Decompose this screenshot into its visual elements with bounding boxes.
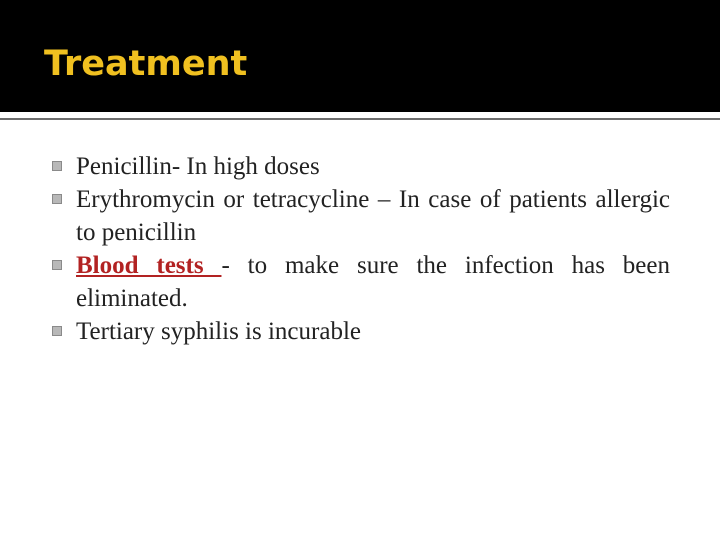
square-bullet-icon [52,260,62,270]
square-bullet-icon [52,326,62,336]
square-bullet-icon [52,161,62,171]
bullet-item [0,315,720,348]
blood-tests-link[interactable]: Blood tests [76,252,222,279]
bullet-text: Penicillin- In high doses [76,153,320,180]
square-bullet-icon [52,194,62,204]
bullet-item [0,249,720,315]
title-divider [0,118,720,120]
bullet-text: Erythromycin or tetracycline – In case of patients allergic to penicillin [76,186,670,246]
bullet-item [0,150,720,183]
slide-title: Treatment [44,44,248,84]
title-bar [0,0,720,112]
bullet-item [0,183,720,249]
bullet-text: Tertiary syphilis is incurable [76,318,361,345]
bullet-list [0,150,720,348]
bullet-text: - to make sure the infection has been eliminated. [76,252,670,312]
